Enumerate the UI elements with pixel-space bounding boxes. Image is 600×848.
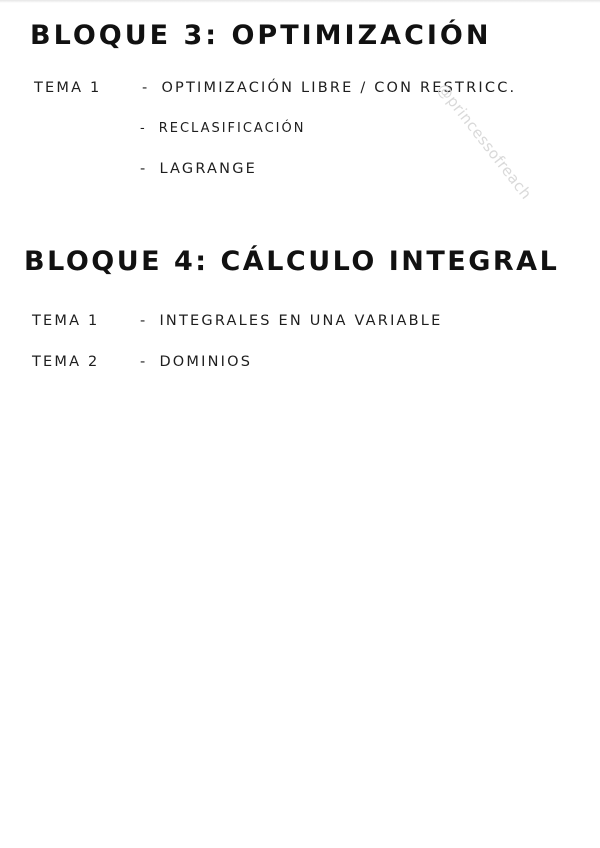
tema-text: DOMINIOS xyxy=(159,354,253,370)
tema-label: TEMA 1 xyxy=(34,80,102,96)
bloque-4-tema-2 xyxy=(32,354,252,370)
dash: - xyxy=(140,354,148,370)
bloque-4-heading: BLOQUE 4: CÁLCULO INTEGRAL xyxy=(24,246,560,277)
dash: - xyxy=(140,121,147,136)
tema-label: TEMA 1 xyxy=(32,313,100,329)
item-text: RECLASIFICACIÓN xyxy=(158,121,306,136)
page-top-edge xyxy=(0,0,600,3)
dash: - xyxy=(140,161,148,177)
dash: - xyxy=(140,313,148,329)
bloque-3-heading: BLOQUE 3: OPTIMIZACIÓN xyxy=(30,20,492,51)
tema-text: OPTIMIZACIÓN LIBRE / CON RESTRICC. xyxy=(161,80,517,96)
dash: - xyxy=(142,80,150,96)
tema-label: TEMA 2 xyxy=(32,354,100,370)
watermark: @princessofreach xyxy=(433,80,536,203)
tema-text: INTEGRALES EN UNA VARIABLE xyxy=(159,313,443,329)
bloque-4-tema-1 xyxy=(32,313,442,329)
item-text: LAGRANGE xyxy=(159,161,257,177)
bloque-3-item-reclasificacion xyxy=(140,121,305,136)
bloque-3-item-lagrange xyxy=(140,161,257,177)
